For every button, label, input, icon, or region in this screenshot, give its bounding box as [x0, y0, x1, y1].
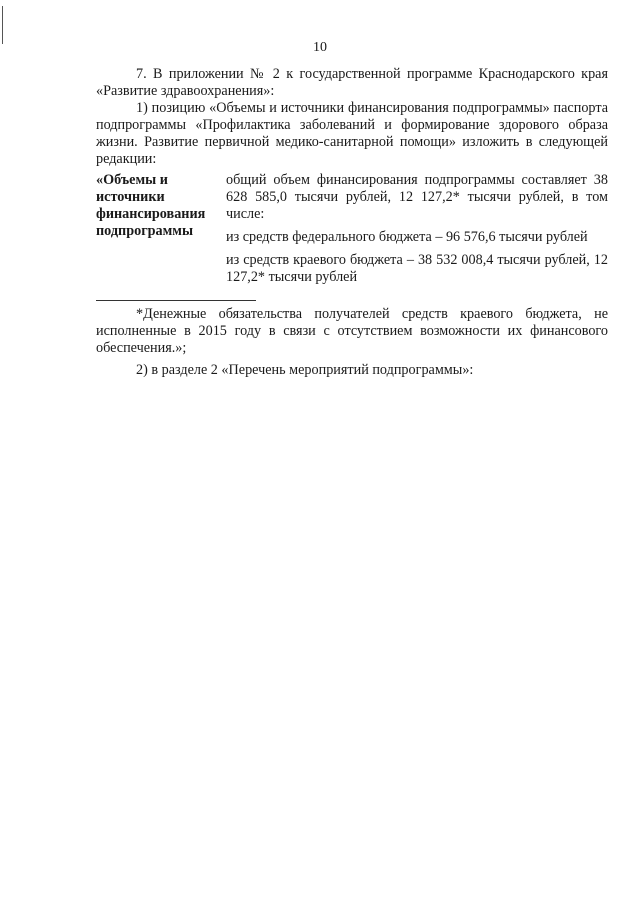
footnote: *Денежные обязательства получателей средств краевого бюджета, не исполненные в 2015 году в связи с отсутствием возможности их финансового обеспечения.»; — [96, 306, 608, 356]
item-1-paragraph: 1) позицию «Объемы и источники финансирования подпрограммы» паспорта подпрограммы «Профилактика заболеваний и формирование здорового образа жизни. Развитие первичной медико-санитарной помощи» изложить в следующей редакции: — [96, 100, 608, 167]
passport-content — [226, 172, 608, 292]
amendment-text — [96, 66, 608, 168]
scan-edge-mark — [2, 6, 3, 44]
passport-label: «Объемы и источники финансирования подпрограммы — [96, 172, 206, 239]
item-2-paragraph: 2) в разделе 2 «Перечень мероприятий подпрограммы»: — [136, 362, 474, 378]
page-number: 10 — [313, 40, 327, 55]
intro-paragraph: 7. В приложении № 2 к государственной программе Краснодарского края «Развитие здравоохранения»: — [96, 66, 608, 99]
federal-financing: из средств федерального бюджета – 96 576,6 тысячи рублей — [226, 229, 588, 245]
regional-financing: из средств краевого бюджета – 38 532 008,4 тысячи рублей, 12 127,2* тысячи рублей — [226, 252, 608, 285]
footnote-separator — [96, 300, 256, 301]
total-financing: общий объем финансирования подпрограммы составляет 38 628 585,0 тысячи рублей, 12 127,2* тысячи рублей, в том числе: — [226, 172, 608, 222]
